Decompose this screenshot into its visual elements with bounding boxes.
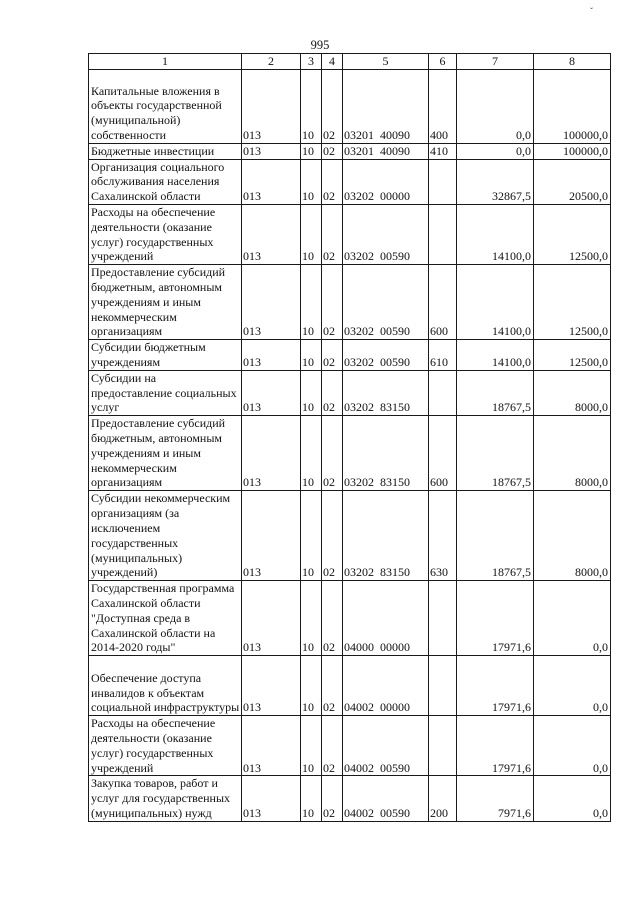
target-article-program: 04002 [344,805,374,820]
sum-col8-cell: 8000,0 [534,416,611,491]
target-article-cell [343,265,429,340]
sum-col7-cell: 7971,6 [457,776,534,821]
ministry-code-cell: 013 [242,370,301,415]
row-name-cell: Государственная программа Сахалинской области "Доступная среда в Сахалинской области на 2014-2020 годы" [89,581,242,656]
subsection-code-cell: 02 [322,581,343,656]
target-article-program: 03202 [344,189,374,204]
sum-col8-cell: 12500,0 [534,340,611,371]
target-article-cell [343,656,429,716]
target-article-direction: 83150 [380,565,410,580]
expense-type-cell [429,370,457,415]
table-row [89,159,611,204]
table-row [89,776,611,821]
row-name-cell: Предоставление субсидий бюджетным, автономным учреждениям и иным некоммерческим организациям [89,265,242,340]
table-row [89,656,611,716]
subsection-code-cell: 02 [322,340,343,371]
subsection-code-cell: 02 [322,716,343,776]
ministry-code-cell: 013 [242,143,301,159]
section-code-cell: 10 [301,69,322,143]
row-name-cell: Закупка товаров, работ и услуг для государственных (муниципальных) нужд [89,776,242,821]
target-article-program: 03202 [344,354,374,369]
target-article-program: 03202 [344,565,374,580]
sum-col7-cell: 0,0 [457,143,534,159]
corner-mark: ˇ [590,6,593,16]
expense-type-cell [429,204,457,264]
column-header: 7 [457,54,534,70]
table-row [89,716,611,776]
sum-col8-cell: 8000,0 [534,370,611,415]
subsection-code-cell: 02 [322,204,343,264]
column-header: 1 [89,54,242,70]
target-article-cell [343,716,429,776]
row-name-cell: Организация социального обслуживания населения Сахалинской области [89,159,242,204]
target-article-cell [343,416,429,491]
target-article-program: 03202 [344,324,374,339]
budget-table [88,53,611,822]
target-article-program: 04002 [344,760,374,775]
expense-type-cell: 400 [429,69,457,143]
expense-type-cell [429,159,457,204]
row-name-cell: Субсидии на предоставление социальных услуг [89,370,242,415]
expense-type-cell: 630 [429,491,457,581]
target-article-cell [343,581,429,656]
ministry-code-cell: 013 [242,716,301,776]
target-article-program: 03201 [344,143,374,158]
row-name-cell: Капитальные вложения в объекты государственной (муниципальной) собственности [89,69,242,143]
sum-col8-cell: 0,0 [534,581,611,656]
target-article-cell [343,340,429,371]
ministry-code-cell: 013 [242,491,301,581]
expense-type-cell: 610 [429,340,457,371]
row-name-cell: Обеспечение доступа инвалидов к объектам социальной инфраструктуры [89,656,242,716]
section-code-cell: 10 [301,416,322,491]
sum-col8-cell: 12500,0 [534,204,611,264]
target-article-direction: 40090 [380,128,410,142]
target-article-direction: 00000 [380,700,410,715]
sum-col7-cell: 17971,6 [457,656,534,716]
column-header: 6 [429,54,457,70]
table-row [89,69,611,143]
row-name-cell: Бюджетные инвестиции [89,143,242,159]
sum-col7-cell: 14100,0 [457,265,534,340]
subsection-code-cell: 02 [322,491,343,581]
sum-col8-cell: 12500,0 [534,265,611,340]
section-code-cell: 10 [301,656,322,716]
sum-col7-cell: 18767,5 [457,416,534,491]
table-row [89,265,611,340]
subsection-code-cell: 02 [322,656,343,716]
ministry-code-cell: 013 [242,159,301,204]
sum-col7-cell: 14100,0 [457,340,534,371]
sum-col7-cell: 17971,6 [457,716,534,776]
table-row [89,340,611,371]
table-row [89,143,611,159]
sum-col8-cell: 100000,0 [534,143,611,159]
section-code-cell: 10 [301,143,322,159]
section-code-cell: 10 [301,776,322,821]
section-code-cell: 10 [301,204,322,264]
target-article-cell [343,143,429,159]
subsection-code-cell: 02 [322,69,343,143]
section-code-cell: 10 [301,581,322,656]
table-row [89,416,611,491]
expense-type-cell: 410 [429,143,457,159]
column-header: 8 [534,54,611,70]
target-article-cell [343,159,429,204]
target-article-program: 03202 [344,475,374,490]
target-article-program: 03201 [344,128,374,142]
sum-col8-cell: 20500,0 [534,159,611,204]
row-name-cell: Расходы на обеспечение деятельности (оказание услуг) государственных учреждений [89,716,242,776]
target-article-program: 03202 [344,400,374,415]
target-article-direction: 00590 [380,760,410,775]
row-name-cell: Расходы на обеспечение деятельности (оказание услуг) государственных учреждений [89,204,242,264]
subsection-code-cell: 02 [322,159,343,204]
column-header: 4 [322,54,343,70]
sum-col7-cell: 18767,5 [457,491,534,581]
ministry-code-cell: 013 [242,656,301,716]
table-row [89,204,611,264]
target-article-direction: 40090 [380,143,410,158]
target-article-cell [343,370,429,415]
table-row [89,370,611,415]
expense-type-cell: 600 [429,265,457,340]
section-code-cell: 10 [301,265,322,340]
expense-type-cell [429,716,457,776]
section-code-cell: 10 [301,716,322,776]
section-code-cell: 10 [301,340,322,371]
section-code-cell: 10 [301,491,322,581]
row-name-cell: Предоставление субсидий бюджетным, автономным учреждениям и иным некоммерческим организациям [89,416,242,491]
row-name-cell: Субсидии некоммерческим организациям (за исключением государственных (муниципальных) учреждений) [89,491,242,581]
page-number: 995 [310,38,330,52]
target-article-direction: 00000 [380,640,410,655]
subsection-code-cell: 02 [322,416,343,491]
target-article-direction: 83150 [380,400,410,415]
target-article-direction: 00590 [380,354,410,369]
target-article-program: 03202 [344,249,374,264]
target-article-direction: 00590 [380,805,410,820]
table-row [89,491,611,581]
ministry-code-cell: 013 [242,776,301,821]
target-article-cell [343,491,429,581]
sum-col8-cell: 0,0 [534,716,611,776]
subsection-code-cell: 02 [322,265,343,340]
table-body [89,54,611,822]
target-article-cell [343,69,429,143]
target-article-direction: 83150 [380,475,410,490]
section-code-cell: 10 [301,159,322,204]
target-article-direction: 00000 [380,189,410,204]
section-code-cell: 10 [301,370,322,415]
subsection-code-cell: 02 [322,143,343,159]
sum-col8-cell: 0,0 [534,656,611,716]
column-header: 2 [242,54,301,70]
ministry-code-cell: 013 [242,340,301,371]
expense-type-cell: 200 [429,776,457,821]
table-header-row [89,54,611,70]
sum-col8-cell: 8000,0 [534,491,611,581]
column-header: 3 [301,54,322,70]
expense-type-cell [429,581,457,656]
target-article-direction: 00590 [380,324,410,339]
target-article-cell [343,204,429,264]
target-article-cell [343,776,429,821]
sum-col7-cell: 17971,6 [457,581,534,656]
ministry-code-cell: 013 [242,581,301,656]
sum-col7-cell: 0,0 [457,69,534,143]
sum-col8-cell: 100000,0 [534,69,611,143]
sum-col7-cell: 14100,0 [457,204,534,264]
sum-col7-cell: 18767,5 [457,370,534,415]
ministry-code-cell: 013 [242,265,301,340]
row-name-cell: Субсидии бюджетным учреждениям [89,340,242,371]
target-article-program: 04002 [344,700,374,715]
target-article-program: 04000 [344,640,374,655]
column-header: 5 [343,54,429,70]
sum-col7-cell: 32867,5 [457,159,534,204]
ministry-code-cell: 013 [242,69,301,143]
expense-type-cell: 600 [429,416,457,491]
sum-col8-cell: 0,0 [534,776,611,821]
target-article-direction: 00590 [380,249,410,264]
expense-type-cell [429,656,457,716]
subsection-code-cell: 02 [322,776,343,821]
ministry-code-cell: 013 [242,416,301,491]
table-row [89,581,611,656]
ministry-code-cell: 013 [242,204,301,264]
subsection-code-cell: 02 [322,370,343,415]
